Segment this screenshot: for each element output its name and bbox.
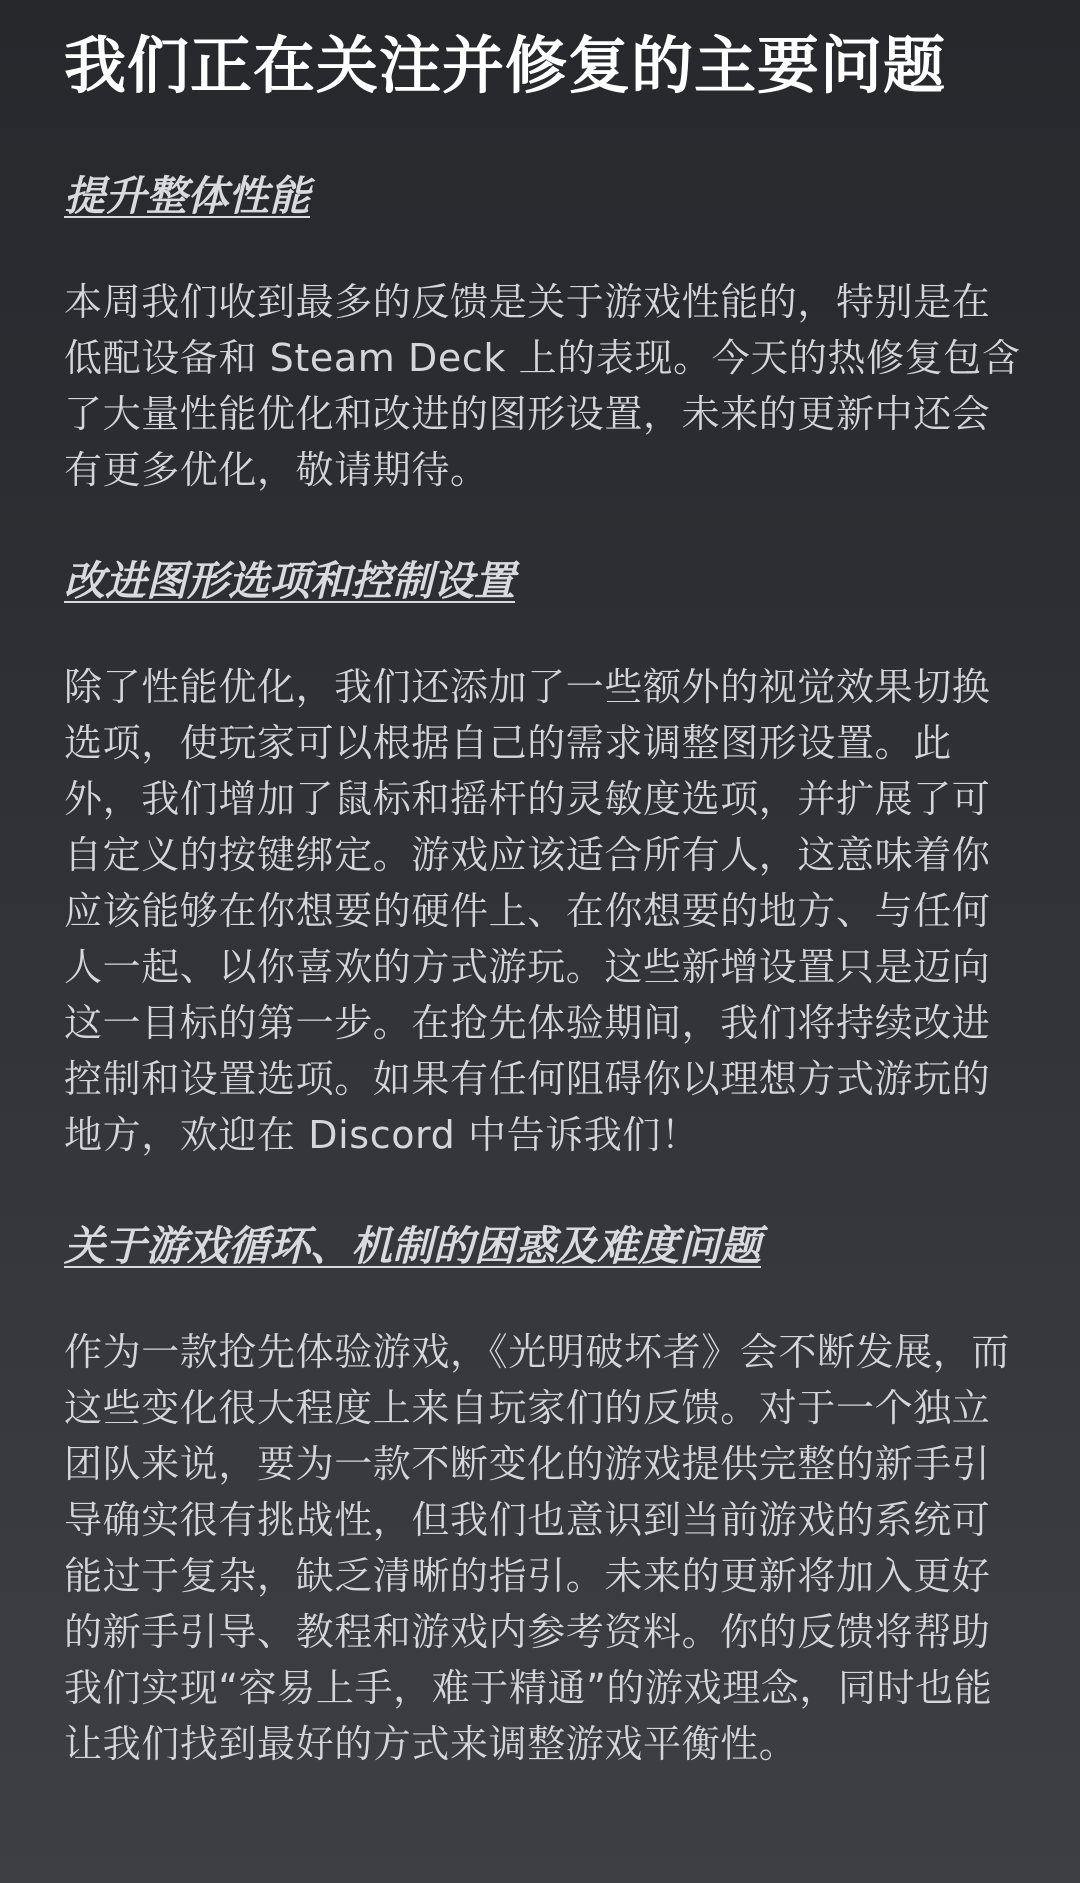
- section-heading-gameplay-difficulty: 关于游戏循环、机制的困惑及难度问题: [64, 1222, 761, 1270]
- section-heading-performance: 提升整体性能: [64, 172, 310, 220]
- section-body-gameplay-difficulty: 作为一款抢先体验游戏，《光明破坏者》会不断发展，而这些变化很大程度上来自玩家们的反馈。对于一个独立团队来说，要为一款不断变化的游戏提供完整的新手引导确实很有挑战性，但我们也意识到当前游戏的系统可能过于复杂，缺乏清晰的指引。未来的更新将加入更好的新手引导、教程和游戏内参考资料。你的反馈将帮助我们实现“容易上手，难于精通”的游戏理念，同时也能让我们找到最好的方式来调整游戏平衡性。: [64, 1330, 1011, 1766]
- section-body-graphics-controls: 除了性能优化，我们还添加了一些额外的视觉效果切换选项，使玩家可以根据自己的需求调整图形设置。此外，我们增加了鼠标和摇杆的灵敏度选项，并扩展了可自定义的按键绑定。游戏应该适合所有人，这意味着你应该能够在你想要的硬件上、在你想要的地方、与任何人一起、以你喜欢的方式游玩。这些新增设置只是迈向这一目标的第一步。在抢先体验期间，我们将持续改进控制和设置选项。如果有任何阻碍你以理想方式游玩的地方，欢迎在 Discord 中告诉我们！: [64, 665, 991, 1157]
- article: [64, 24, 1024, 1772]
- section-body-performance: 本周我们收到最多的反馈是关于游戏性能的，特别是在低配设备和 Steam Deck 上的表现。今天的热修复包含了大量性能优化和改进的图形设置，未来的更新中还会有更多优化，敬请期待。: [64, 280, 1021, 492]
- page-title: 我们正在关注并修复的主要问题: [64, 29, 947, 102]
- section-heading-graphics-controls: 改进图形选项和控制设置: [64, 557, 515, 605]
